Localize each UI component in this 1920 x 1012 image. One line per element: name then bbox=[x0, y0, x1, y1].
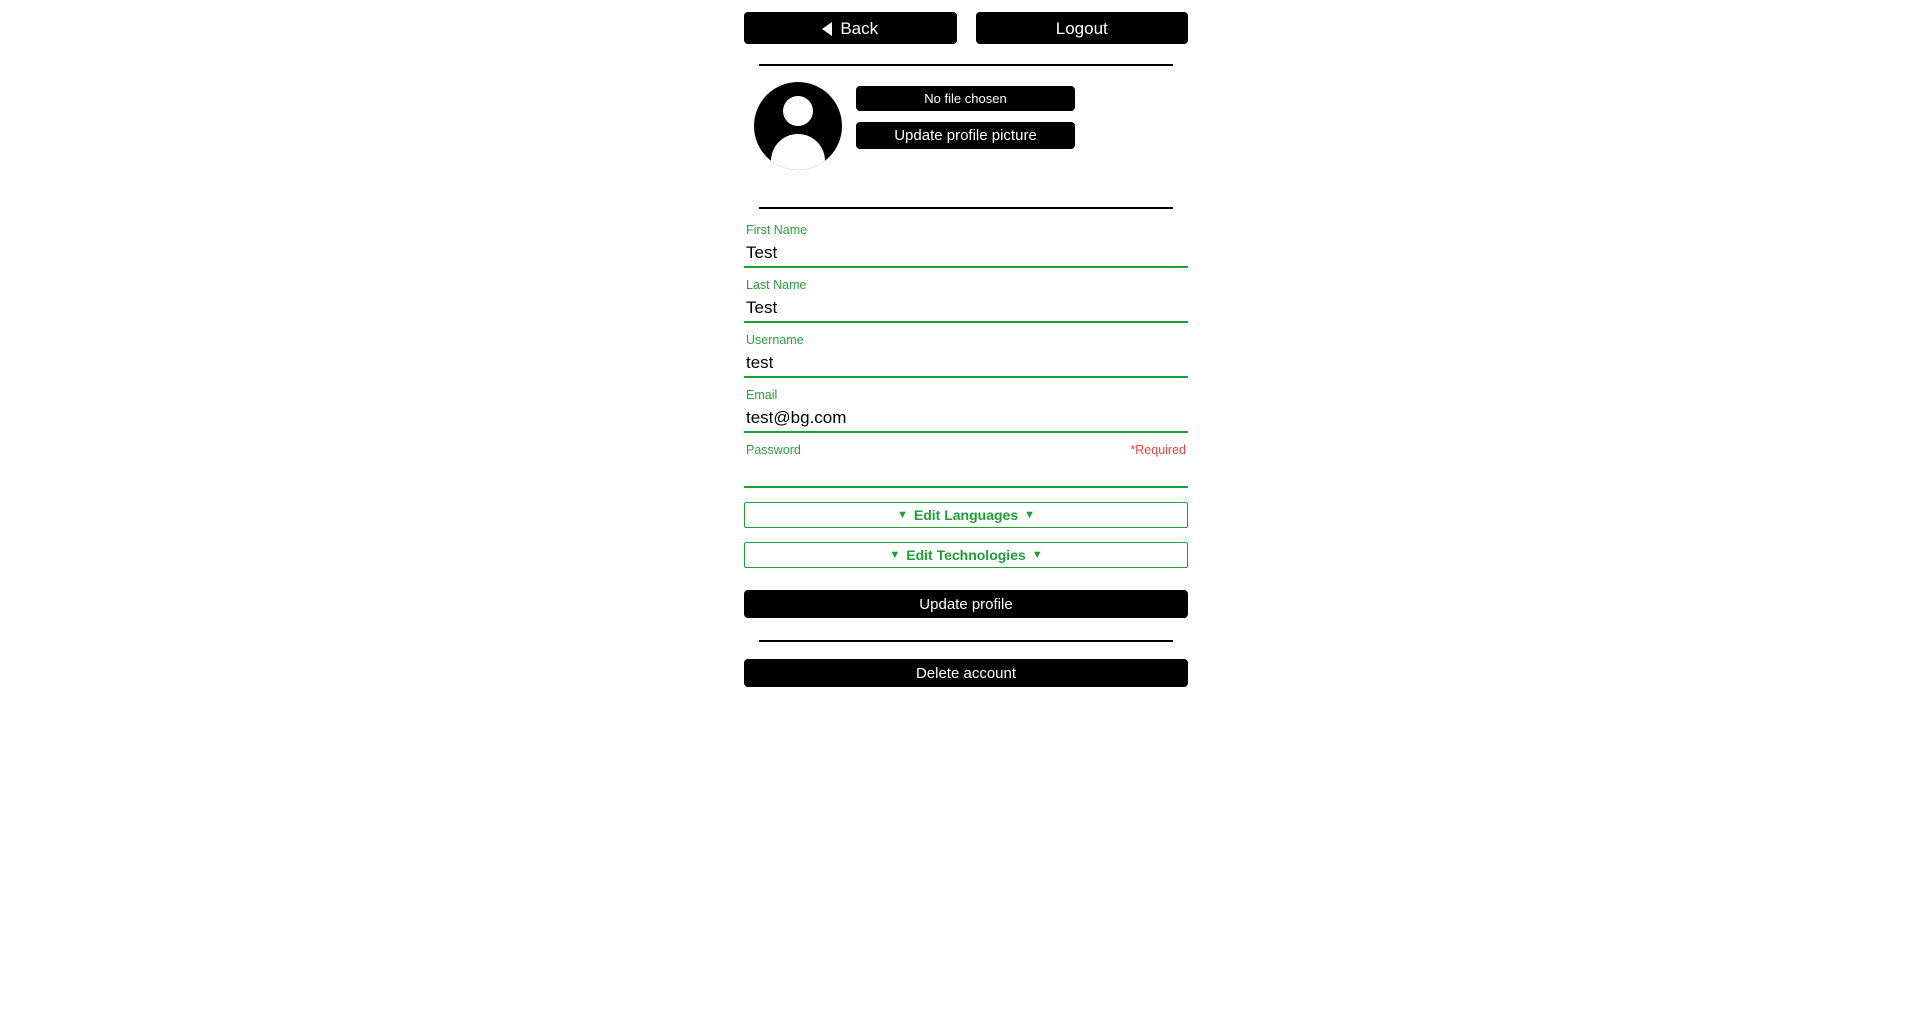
username-input[interactable] bbox=[744, 349, 1188, 378]
field-first-name-label: First Name bbox=[746, 223, 808, 237]
logout-button-label: Logout bbox=[1055, 18, 1108, 38]
password-input[interactable] bbox=[744, 459, 1188, 488]
triangle-left-icon bbox=[822, 22, 832, 36]
field-email-label: Email bbox=[746, 388, 778, 402]
chevron-down-icon-left: ▼ bbox=[896, 508, 908, 521]
field-last-name-label: Last Name bbox=[746, 278, 807, 292]
edit-languages-label: Edit Languages bbox=[913, 507, 1019, 523]
divider-top bbox=[759, 64, 1173, 66]
email-input[interactable] bbox=[744, 404, 1188, 433]
field-email-label-row bbox=[744, 388, 1188, 404]
profile-picture-actions bbox=[856, 82, 1075, 149]
avatar-body bbox=[771, 134, 825, 170]
divider-middle bbox=[759, 207, 1173, 209]
profile-form bbox=[744, 223, 1188, 618]
update-profile-label: Update profile bbox=[919, 595, 1013, 613]
update-profile-picture-button[interactable] bbox=[856, 122, 1075, 149]
chevron-down-icon-right-2: ▼ bbox=[1031, 548, 1043, 561]
profile-picture-section bbox=[744, 82, 1188, 170]
divider-bottom bbox=[759, 640, 1173, 642]
choose-file-label: No file chosen bbox=[924, 91, 1007, 106]
last-name-input[interactable] bbox=[744, 294, 1188, 323]
field-username bbox=[744, 333, 1188, 378]
profile-container bbox=[744, 0, 1188, 687]
edit-technologies-label: Edit Technologies bbox=[906, 547, 1026, 563]
password-required-note: *Required bbox=[1130, 443, 1186, 457]
field-username-label-row bbox=[744, 333, 1188, 349]
field-password-label: Password bbox=[746, 443, 801, 457]
field-first-name bbox=[744, 223, 1188, 268]
first-name-input[interactable] bbox=[744, 239, 1188, 268]
field-password bbox=[744, 443, 1188, 488]
update-profile-picture-label: Update profile picture bbox=[894, 127, 1037, 144]
top-action-bar bbox=[744, 0, 1188, 44]
delete-account-label: Delete account bbox=[915, 664, 1017, 682]
back-button[interactable] bbox=[744, 12, 957, 44]
field-password-label-row bbox=[744, 443, 1188, 459]
field-first-name-label-row bbox=[744, 223, 1188, 239]
field-last-name-label-row bbox=[744, 278, 1188, 294]
choose-file-button[interactable] bbox=[856, 86, 1075, 111]
update-profile-button[interactable] bbox=[744, 590, 1188, 618]
user-avatar-icon bbox=[754, 82, 842, 170]
field-username-label: Username bbox=[746, 333, 804, 347]
chevron-down-icon-right: ▼ bbox=[1024, 508, 1035, 521]
edit-languages-expander[interactable] bbox=[744, 502, 1188, 528]
logout-button[interactable] bbox=[976, 12, 1189, 44]
delete-account-button[interactable] bbox=[744, 659, 1188, 687]
field-last-name bbox=[744, 278, 1188, 323]
back-button-label: Back bbox=[840, 18, 879, 38]
field-email bbox=[744, 388, 1188, 433]
edit-technologies-expander[interactable] bbox=[744, 542, 1188, 568]
chevron-down-icon-left-2: ▼ bbox=[889, 548, 901, 561]
avatar-head bbox=[783, 96, 813, 126]
